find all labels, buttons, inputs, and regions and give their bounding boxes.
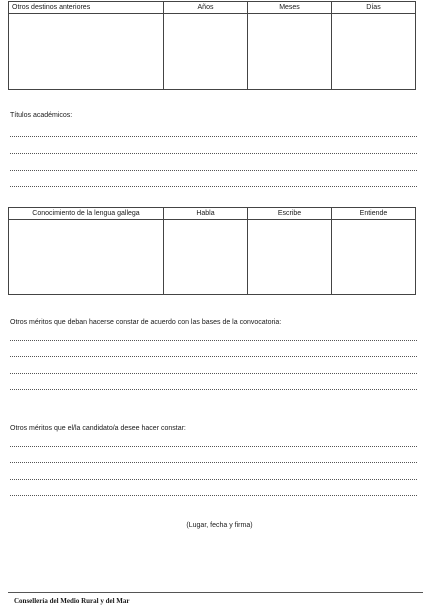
table-row xyxy=(9,14,416,90)
cell-previous-postings[interactable] xyxy=(9,14,164,90)
academic-titles-line-1[interactable] xyxy=(10,136,417,137)
other-merits-candidate-line-1[interactable] xyxy=(10,446,417,447)
other-merits-bases-line-3[interactable] xyxy=(10,373,417,374)
header-understands: Entiende xyxy=(332,208,416,220)
header-years: Años xyxy=(164,2,248,14)
cell-writes[interactable] xyxy=(248,220,332,295)
other-merits-bases-line-2[interactable] xyxy=(10,356,417,357)
footer-department-name: Consellería del Medio Rural y del Mar xyxy=(14,597,130,605)
academic-titles-label: Títulos académicos: xyxy=(10,112,73,119)
header-months: Meses xyxy=(248,2,332,14)
table-header-row xyxy=(9,2,416,14)
previous-postings-table xyxy=(8,1,416,90)
header-days: Días xyxy=(332,2,416,14)
cell-days[interactable] xyxy=(332,14,416,90)
header-speaks: Habla xyxy=(164,208,248,220)
cell-galician-knowledge[interactable] xyxy=(9,220,164,295)
header-writes: Escribe xyxy=(248,208,332,220)
cell-months[interactable] xyxy=(248,14,332,90)
academic-titles-line-4[interactable] xyxy=(10,186,417,187)
other-merits-candidate-line-3[interactable] xyxy=(10,479,417,480)
other-merits-bases-line-1[interactable] xyxy=(10,340,417,341)
other-merits-candidate-line-4[interactable] xyxy=(10,495,417,496)
table-row xyxy=(9,220,416,295)
table-header-row xyxy=(9,208,416,220)
place-date-signature-label: (Lugar, fecha y firma) xyxy=(186,522,253,529)
other-merits-candidate-line-2[interactable] xyxy=(10,462,417,463)
other-merits-bases-line-4[interactable] xyxy=(10,389,417,390)
other-merits-candidate-label: Otros méritos que el/la candidato/a desee hacer constar: xyxy=(10,425,186,432)
galician-language-table xyxy=(8,207,416,295)
cell-years[interactable] xyxy=(164,14,248,90)
other-merits-bases-label: Otros méritos que deban hacerse constar de acuerdo con las bases de la convocatoria: xyxy=(10,319,282,326)
academic-titles-line-2[interactable] xyxy=(10,153,417,154)
cell-speaks[interactable] xyxy=(164,220,248,295)
footer-divider xyxy=(8,592,423,593)
cell-understands[interactable] xyxy=(332,220,416,295)
academic-titles-line-3[interactable] xyxy=(10,170,417,171)
header-previous-postings: Otros destinos anteriores xyxy=(9,2,164,14)
header-galician-knowledge: Conocimiento de la lengua gallega xyxy=(9,208,164,220)
